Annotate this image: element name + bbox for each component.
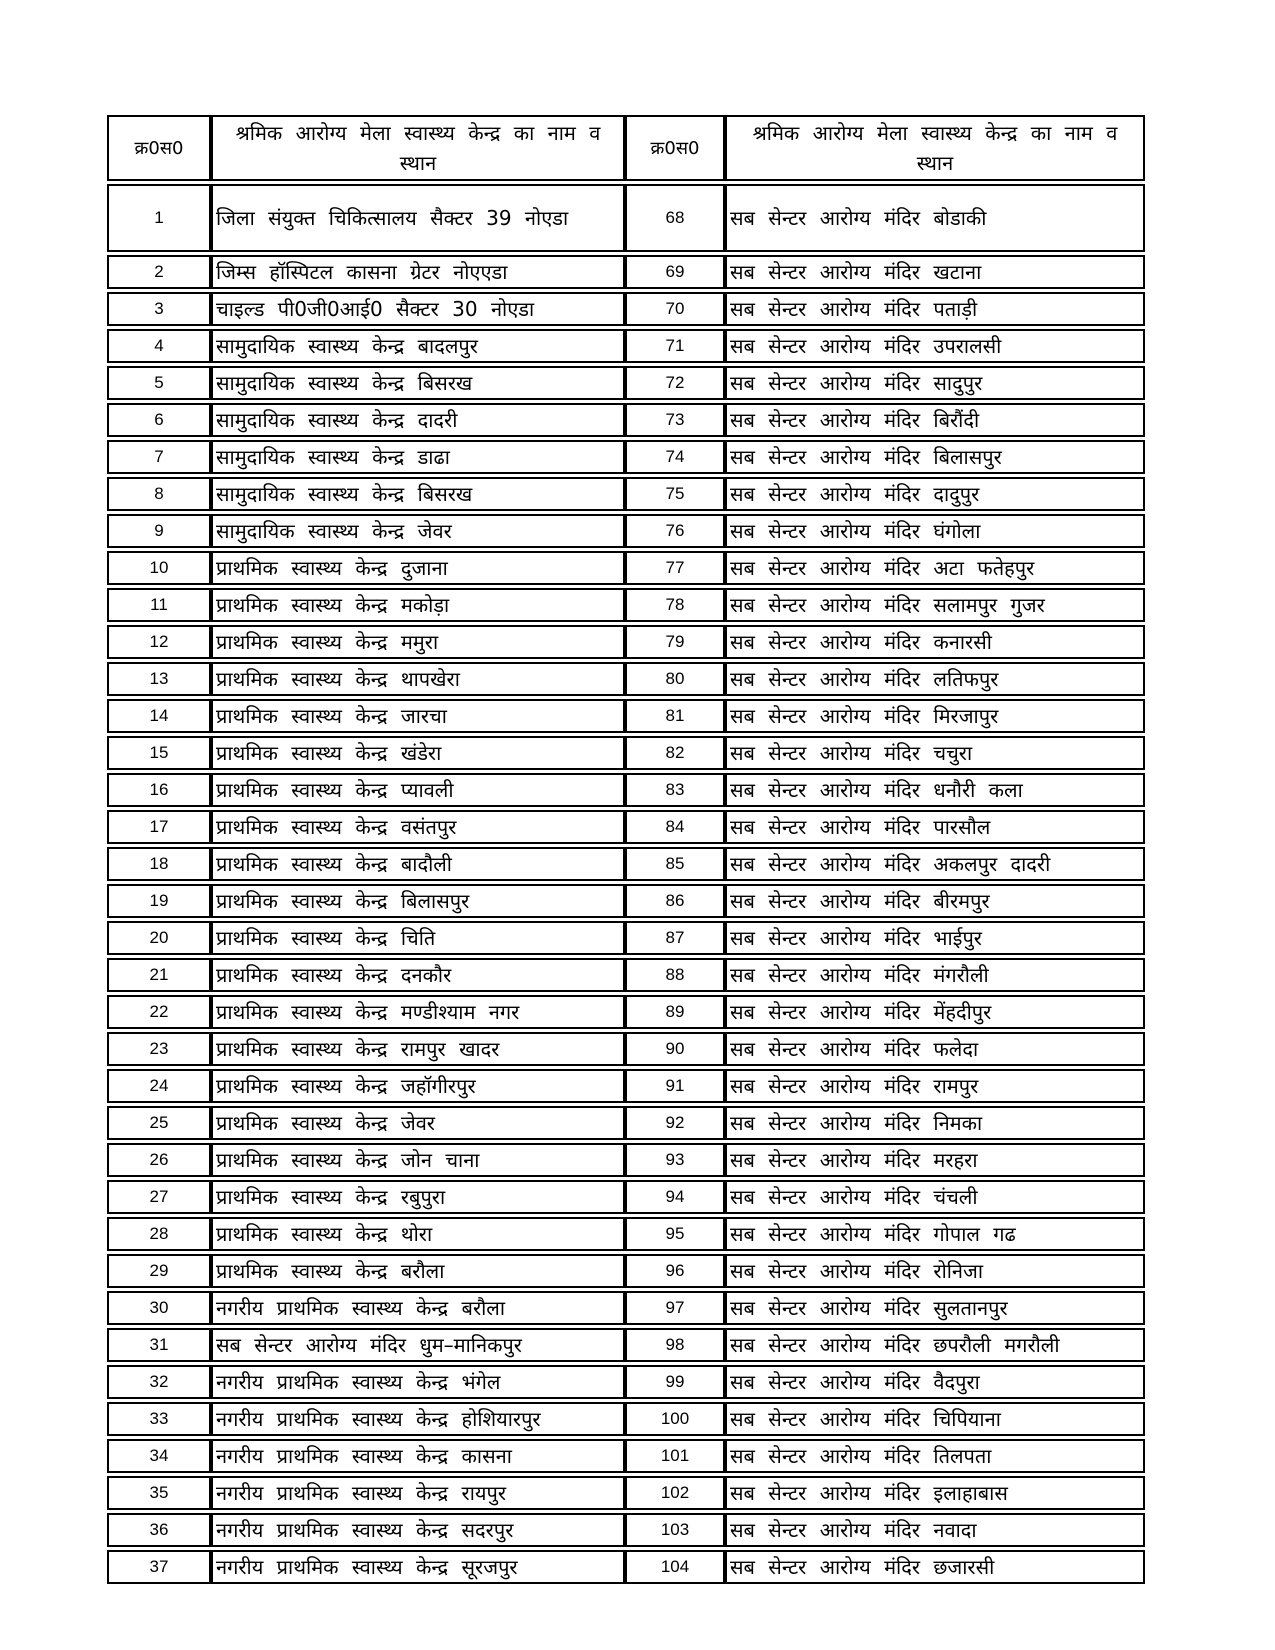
name-cell-left: प्राथमिक स्वास्थ्य केन्द्र रामपुर खादर [211,1032,625,1066]
name-cell-right: सब सेन्टर आरोग्य मंदिर गोपाल गढ [725,1217,1145,1251]
serial-cell-left: 12 [107,625,211,659]
name-cell-right: सब सेन्टर आरोग्य मंदिर बिलासपुर [725,440,1145,474]
serial-cell-right: 70 [625,292,725,326]
table-row [107,292,1145,326]
name-cell-left: प्राथमिक स्वास्थ्य केन्द्र थोरा [211,1217,625,1251]
name-cell-right: सब सेन्टर आरोग्य मंदिर बीरमपुर [725,884,1145,918]
table-row [107,884,1145,918]
name-cell-right: सब सेन्टर आरोग्य मंदिर दादुपुर [725,477,1145,511]
name-cell-right: सब सेन्टर आरोग्य मंदिर भाईपुर [725,921,1145,955]
name-cell-right: सब सेन्टर आरोग्य मंदिर पारसौल [725,810,1145,844]
serial-cell-right: 86 [625,884,725,918]
name-cell-right: सब सेन्टर आरोग्य मंदिर वैदपुरा [725,1365,1145,1399]
serial-cell-right: 88 [625,958,725,992]
table-row [107,366,1145,400]
serial-cell-right: 96 [625,1254,725,1288]
name-cell-left: सामुदायिक स्वास्थ्य केन्द्र बिसरख [211,477,625,511]
table-row [107,1069,1145,1103]
table-row [107,773,1145,807]
header-row [107,115,1145,181]
name-cell-left: नगरीय प्राथमिक स्वास्थ्य केन्द्र कासना [211,1439,625,1473]
serial-cell-left: 28 [107,1217,211,1251]
table-row [107,662,1145,696]
serial-cell-right: 71 [625,329,725,363]
name-cell-left: प्राथमिक स्वास्थ्य केन्द्र चिति [211,921,625,955]
table-row [107,1513,1145,1547]
name-cell-left: प्राथमिक स्वास्थ्य केन्द्र बिलासपुर [211,884,625,918]
serial-cell-left: 22 [107,995,211,1029]
name-cell-right: सब सेन्टर आरोग्य मंदिर फलेदा [725,1032,1145,1066]
name-cell-left: चाइल्ड पी0जी0आई0 सैक्टर 30 नोएडा [211,292,625,326]
name-cell-right: सब सेन्टर आरोग्य मंदिर मंगरौली [725,958,1145,992]
name-cell-left: प्राथमिक स्वास्थ्य केन्द्र रबुपुरा [211,1180,625,1214]
name-cell-left: नगरीय प्राथमिक स्वास्थ्य केन्द्र बरौला [211,1291,625,1325]
name-cell-right: सब सेन्टर आरोग्य मंदिर चंचली [725,1180,1145,1214]
serial-cell-right: 72 [625,366,725,400]
serial-cell-right: 91 [625,1069,725,1103]
name-cell-left: प्राथमिक स्वास्थ्य केन्द्र ममुरा [211,625,625,659]
name-cell-left: प्राथमिक स्वास्थ्य केन्द्र बरौला [211,1254,625,1288]
table-row [107,440,1145,474]
serial-cell-left: 10 [107,551,211,585]
name-cell-right: सब सेन्टर आरोग्य मंदिर मिरजापुर [725,699,1145,733]
name-cell-right: सब सेन्टर आरोग्य मंदिर तिलपता [725,1439,1145,1473]
table-row [107,1550,1145,1584]
serial-cell-left: 13 [107,662,211,696]
serial-cell-right: 100 [625,1402,725,1436]
table-row [107,477,1145,511]
name-cell-left: प्राथमिक स्वास्थ्य केन्द्र जारचा [211,699,625,733]
name-cell-right: सब सेन्टर आरोग्य मंदिर सलामपुर गुजर [725,588,1145,622]
table-row [107,1439,1145,1473]
serial-cell-left: 5 [107,366,211,400]
serial-cell-left: 20 [107,921,211,955]
serial-cell-left: 30 [107,1291,211,1325]
column-header-name-left: श्रमिक आरोग्य मेला स्वास्थ्य केन्द्र का नाम व स्थान [211,115,625,181]
name-cell-left: सामुदायिक स्वास्थ्य केन्द्र डाढा [211,440,625,474]
serial-cell-right: 89 [625,995,725,1029]
serial-cell-right: 84 [625,810,725,844]
name-cell-right: सब सेन्टर आरोग्य मंदिर छपरौली मगरौली [725,1328,1145,1362]
table-row [107,1328,1145,1362]
table-row [107,625,1145,659]
serial-cell-left: 18 [107,847,211,881]
serial-cell-left: 21 [107,958,211,992]
table-row [107,184,1145,252]
table-row [107,1254,1145,1288]
serial-cell-right: 92 [625,1106,725,1140]
name-cell-left: जिला संयुक्त चिकित्सालय सैक्टर 39 नोएडा [211,184,625,252]
serial-cell-left: 17 [107,810,211,844]
name-cell-right: सब सेन्टर आरोग्य मंदिर नवादा [725,1513,1145,1547]
serial-cell-right: 82 [625,736,725,770]
table-row [107,1365,1145,1399]
serial-cell-right: 103 [625,1513,725,1547]
serial-cell-left: 33 [107,1402,211,1436]
name-cell-left: सब सेन्टर आरोग्य मंदिर धुम–मानिकपुर [211,1328,625,1362]
name-cell-left: सामुदायिक स्वास्थ्य केन्द्र बादलपुर [211,329,625,363]
serial-cell-right: 93 [625,1143,725,1177]
health-centers-table [107,112,1145,1587]
name-cell-right: सब सेन्टर आरोग्य मंदिर बोडाकी [725,184,1145,252]
name-cell-right: सब सेन्टर आरोग्य मंदिर उपरालसी [725,329,1145,363]
name-cell-left: प्राथमिक स्वास्थ्य केन्द्र जेवर [211,1106,625,1140]
name-cell-left: नगरीय प्राथमिक स्वास्थ्य केन्द्र सूरजपुर [211,1550,625,1584]
serial-cell-right: 94 [625,1180,725,1214]
serial-cell-left: 15 [107,736,211,770]
table-row [107,1291,1145,1325]
column-header-serial-left: क्र0स0 [107,115,211,181]
name-cell-right: सब सेन्टर आरोग्य मंदिर सुलतानपुर [725,1291,1145,1325]
name-cell-left: नगरीय प्राथमिक स्वास्थ्य केन्द्र रायपुर [211,1476,625,1510]
name-cell-right: सब सेन्टर आरोग्य मंदिर लतिफपुर [725,662,1145,696]
table-row [107,736,1145,770]
name-cell-right: सब सेन्टर आरोग्य मंदिर मेंहदीपुर [725,995,1145,1029]
serial-cell-right: 69 [625,255,725,289]
name-cell-left: सामुदायिक स्वास्थ्य केन्द्र दादरी [211,403,625,437]
serial-cell-right: 77 [625,551,725,585]
serial-cell-left: 1 [107,184,211,252]
table-row [107,958,1145,992]
serial-cell-right: 76 [625,514,725,548]
name-cell-right: सब सेन्टर आरोग्य मंदिर कनारसी [725,625,1145,659]
table-row [107,1476,1145,1510]
name-cell-right: सब सेन्टर आरोग्य मंदिर मरहरा [725,1143,1145,1177]
name-cell-left: प्राथमिक स्वास्थ्य केन्द्र दनकौर [211,958,625,992]
name-cell-left: प्राथमिक स्वास्थ्य केन्द्र मकोड़ा [211,588,625,622]
name-cell-left: प्राथमिक स्वास्थ्य केन्द्र मण्डीश्याम नगर [211,995,625,1029]
table-row [107,1217,1145,1251]
name-cell-right: सब सेन्टर आरोग्य मंदिर धनौरी कला [725,773,1145,807]
table-row [107,847,1145,881]
serial-cell-left: 19 [107,884,211,918]
serial-cell-left: 24 [107,1069,211,1103]
name-cell-left: प्राथमिक स्वास्थ्य केन्द्र खंडेरा [211,736,625,770]
serial-cell-left: 6 [107,403,211,437]
table-row [107,514,1145,548]
serial-cell-right: 80 [625,662,725,696]
table-row [107,921,1145,955]
name-cell-left: सामुदायिक स्वास्थ्य केन्द्र जेवर [211,514,625,548]
serial-cell-right: 99 [625,1365,725,1399]
name-cell-left: नगरीय प्राथमिक स्वास्थ्य केन्द्र सदरपुर [211,1513,625,1547]
serial-cell-left: 32 [107,1365,211,1399]
name-cell-left: प्राथमिक स्वास्थ्य केन्द्र दुजाना [211,551,625,585]
serial-cell-left: 26 [107,1143,211,1177]
table-row [107,1402,1145,1436]
serial-cell-left: 9 [107,514,211,548]
name-cell-left: प्राथमिक स्वास्थ्य केन्द्र थापखेरा [211,662,625,696]
name-cell-left: सामुदायिक स्वास्थ्य केन्द्र बिसरख [211,366,625,400]
name-cell-left: प्राथमिक स्वास्थ्य केन्द्र बादौली [211,847,625,881]
name-cell-right: सब सेन्टर आरोग्य मंदिर रामपुर [725,1069,1145,1103]
name-cell-right: सब सेन्टर आरोग्य मंदिर सादुपुर [725,366,1145,400]
column-header-serial-right: क्र0स0 [625,115,725,181]
name-cell-right: सब सेन्टर आरोग्य मंदिर चचुरा [725,736,1145,770]
table-row [107,255,1145,289]
serial-cell-left: 36 [107,1513,211,1547]
table-row [107,810,1145,844]
serial-cell-left: 29 [107,1254,211,1288]
serial-cell-right: 75 [625,477,725,511]
serial-cell-right: 95 [625,1217,725,1251]
name-cell-left: जिम्स हॉस्पिटल कासना ग्रेटर नोएएडा [211,255,625,289]
table-row [107,995,1145,1029]
table-row [107,699,1145,733]
serial-cell-right: 85 [625,847,725,881]
name-cell-left: नगरीय प्राथमिक स्वास्थ्य केन्द्र भंगेल [211,1365,625,1399]
table-row [107,403,1145,437]
table-row [107,1143,1145,1177]
serial-cell-right: 78 [625,588,725,622]
serial-cell-left: 31 [107,1328,211,1362]
serial-cell-right: 87 [625,921,725,955]
serial-cell-right: 83 [625,773,725,807]
column-header-name-right: श्रमिक आरोग्य मेला स्वास्थ्य केन्द्र का नाम व स्थान [725,115,1145,181]
serial-cell-right: 68 [625,184,725,252]
name-cell-right: सब सेन्टर आरोग्य मंदिर इलाहाबास [725,1476,1145,1510]
serial-cell-right: 81 [625,699,725,733]
name-cell-right: सब सेन्टर आरोग्य मंदिर चिपियाना [725,1402,1145,1436]
name-cell-left: प्राथमिक स्वास्थ्य केन्द्र वसंतपुर [211,810,625,844]
serial-cell-left: 27 [107,1180,211,1214]
serial-cell-left: 23 [107,1032,211,1066]
name-cell-right: सब सेन्टर आरोग्य मंदिर अकलपुर दादरी [725,847,1145,881]
table-row [107,329,1145,363]
name-cell-left: नगरीय प्राथमिक स्वास्थ्य केन्द्र होशियारपुर [211,1402,625,1436]
serial-cell-left: 14 [107,699,211,733]
serial-cell-left: 25 [107,1106,211,1140]
serial-cell-right: 97 [625,1291,725,1325]
serial-cell-right: 101 [625,1439,725,1473]
serial-cell-right: 74 [625,440,725,474]
name-cell-right: सब सेन्टर आरोग्य मंदिर अटा फतेहपुर [725,551,1145,585]
table-row [107,1032,1145,1066]
name-cell-right: सब सेन्टर आरोग्य मंदिर रोनिजा [725,1254,1145,1288]
name-cell-right: सब सेन्टर आरोग्य मंदिर घंगोला [725,514,1145,548]
table-row [107,1180,1145,1214]
table-row [107,588,1145,622]
name-cell-right: सब सेन्टर आरोग्य मंदिर पताड़ी [725,292,1145,326]
serial-cell-left: 34 [107,1439,211,1473]
table-body [107,184,1145,1584]
name-cell-left: प्राथमिक स्वास्थ्य केन्द्र जहॉगीरपुर [211,1069,625,1103]
serial-cell-left: 7 [107,440,211,474]
serial-cell-left: 2 [107,255,211,289]
name-cell-right: सब सेन्टर आरोग्य मंदिर निमका [725,1106,1145,1140]
table-row [107,551,1145,585]
name-cell-right: सब सेन्टर आरोग्य मंदिर छजारसी [725,1550,1145,1584]
table-row [107,1106,1145,1140]
serial-cell-left: 37 [107,1550,211,1584]
serial-cell-right: 102 [625,1476,725,1510]
serial-cell-left: 11 [107,588,211,622]
name-cell-left: प्राथमिक स्वास्थ्य केन्द्र जोन चाना [211,1143,625,1177]
serial-cell-right: 79 [625,625,725,659]
name-cell-left: प्राथमिक स्वास्थ्य केन्द्र प्यावली [211,773,625,807]
serial-cell-left: 4 [107,329,211,363]
serial-cell-left: 35 [107,1476,211,1510]
name-cell-right: सब सेन्टर आरोग्य मंदिर बिरौंदी [725,403,1145,437]
serial-cell-right: 104 [625,1550,725,1584]
serial-cell-right: 73 [625,403,725,437]
serial-cell-right: 90 [625,1032,725,1066]
serial-cell-left: 16 [107,773,211,807]
serial-cell-left: 8 [107,477,211,511]
serial-cell-left: 3 [107,292,211,326]
name-cell-right: सब सेन्टर आरोग्य मंदिर खटाना [725,255,1145,289]
serial-cell-right: 98 [625,1328,725,1362]
